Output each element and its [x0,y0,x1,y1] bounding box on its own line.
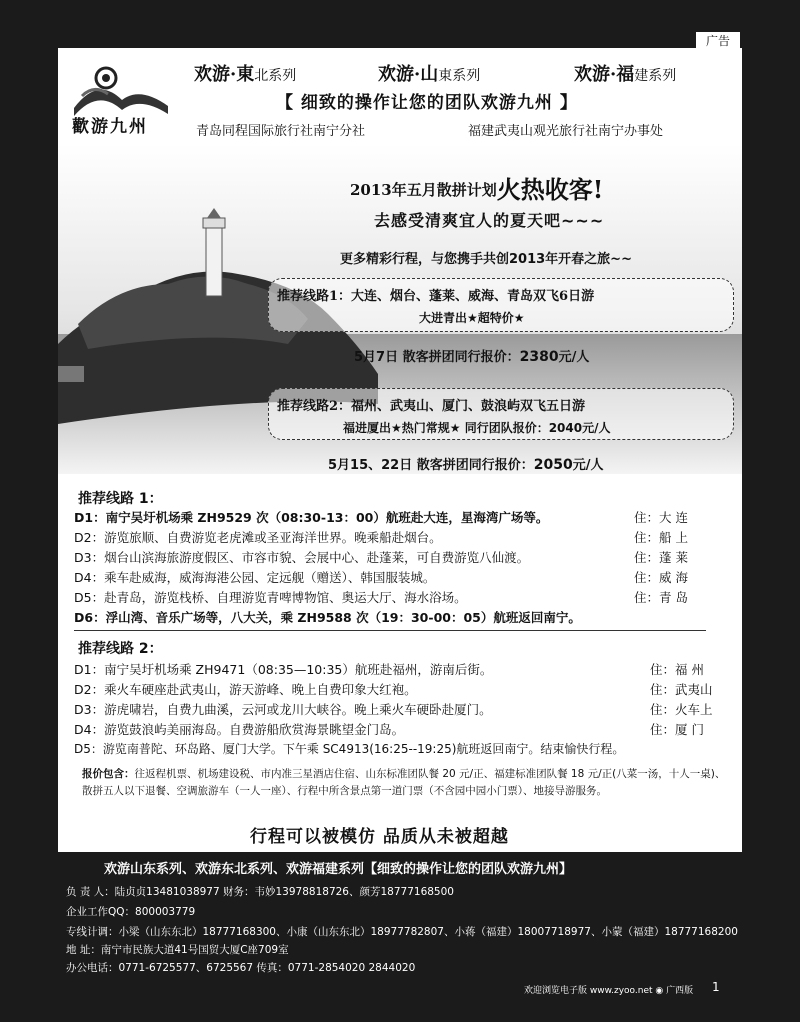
agency-qingdao: 青岛同程国际旅行社南宁分社 [196,124,366,139]
hero-subtitle: 去感受清爽宜人的夏天吧~~~ [374,211,605,230]
route1-title: 推荐线路1：大连、烟台、蓬莱、威海、青岛双飞6日游 [277,289,595,304]
route2-box [268,388,734,440]
route2-sub: 福进厦出★热门常规★ 同行团队报价：2040元/人 [343,421,611,435]
section-divider [74,630,706,631]
hero-title: 2013年五月散拼计划火热收客! [350,175,604,204]
itinerary1-row: D2：游览旅顺、自费游览老虎滩或圣亚海洋世界。晚乘船赴烟台。 住：船 上 [74,530,688,545]
tagline: 行程可以被模仿 品质从未被超越 [250,827,509,847]
contact-phone: 办公电话：0771-6725577、6725567 传真：0771-2854020 2844020 [66,962,416,974]
route2-price: 5月15、22日 散客拼团同行报价：2050元/人 [328,457,604,473]
edition-logo-icon: ◉ [655,986,667,996]
itinerary1-row: D5：赴青岛，游览栈桥、自理游览青啤博物馆、奥运大厅、海水浴场。 住：青 岛 [74,590,688,605]
hero-tagline: 更多精彩行程，与您携手共创2013年开春之旅~~ [340,252,632,267]
itinerary2-title: 推荐线路 2： [78,641,163,657]
logo-text: 歡游九州 [72,117,148,137]
series-shandong: 欢游·山東系列 [378,64,481,85]
footer-banner: 欢游山东系列、欢游东北系列、欢游福建系列【细致的操作让您的团队欢游九州】 [104,862,573,877]
edition-info: 欢迎浏览电子版 www.zyoo.net ◉ 广西版 [524,986,694,996]
itinerary2-row: D2：乘火车硬座赴武夷山，游天游峰、晚上自费印象大红袍。 住：武夷山 [74,682,713,697]
page-number: 1 [712,980,720,994]
ad-panel [58,48,742,852]
route1-price: 5月7日 散客拼团同行报价：2380元/人 [354,349,590,365]
contact-qq: 企业工作QQ：800003779 [66,906,196,918]
itinerary1-row: D4：乘车赴威海，威海海港公园、定远舰（赠送）、韩国服装城。 住：威 海 [74,570,688,585]
route1-sub: 大进青出★超特价★ [419,311,525,325]
route1-box [268,278,734,332]
contact-manager: 负 责 人：陆贞贞13481038977 财务：韦妙13978818726、颜芳18777168500 [66,886,454,898]
contact-address: 地 址：南宁市民族大道41号国贸大厦C座709室 [66,944,289,956]
series-northeast: 欢游·東北系列 [194,64,297,85]
slogan: 【 细致的操作让您的团队欢游九州 】 [276,93,578,113]
itinerary2-row: D1：南宁吴圩机场乘 ZH9471（08:35—10:35）航班赴福州，游南后街。 住：福 州 [74,662,704,677]
agency-fujian: 福建武夷山观光旅行社南宁办事处 [468,124,664,139]
itinerary2-row: D4：游览鼓浪屿美丽海岛。自费游船欣赏海景眺望金门岛。 住：厦 门 [74,722,704,737]
series-fujian: 欢游·福建系列 [574,64,677,85]
route2-title: 推荐线路2：福州、武夷山、厦门、鼓浪屿双飞五日游 [277,399,586,414]
ad-tag: 广告 [696,32,740,50]
price-includes: 报价包含：往返程机票、机场建设税、市内准三星酒店住宿、山东标准团队餐 20 元/正、福建标准团队餐 18 元/正(八菜一汤，十人一桌)、 散拼五人以下退餐、空调旅游车（一人一座）、行程中所含景点第一道门票（不含园中园小门票）、地接导游服务。 [82,768,726,797]
itinerary2-row: D3：游虎啸岩，自费九曲溪，云河或龙川大峡谷。晚上乘火车硬卧赴厦门。 住：火车上 [74,702,713,717]
contact-planners: 专线计调：小梁（山东东北）18777168300、小康（山东东北）18977782807、小蒋（福建）18007718977、小蒙（福建）18777168200 [66,926,738,938]
itinerary1-row: D3：烟台山滨海旅游度假区、市容市貌、会展中心、赴蓬莱，可自费游览八仙渡。 住：蓬 莱 [74,550,688,565]
itinerary1-row: D6：浮山湾、音乐广场等，八大关，乘 ZH9588 次（19：30-00：05）航班返回南宁。 [74,610,581,625]
itinerary1-title: 推荐线路 1： [78,491,163,507]
itinerary2-row: D5：游览南普陀、环岛路、厦门大学。下午乘 SC4913(16:25--19:25)航班返回南宁。结束愉快行程。 [74,742,625,756]
itinerary1-row: D1：南宁吴圩机场乘 ZH9529 次（08:30-13：00）航班赴大连，星海湾广场等。 住：大 连 [74,510,688,525]
